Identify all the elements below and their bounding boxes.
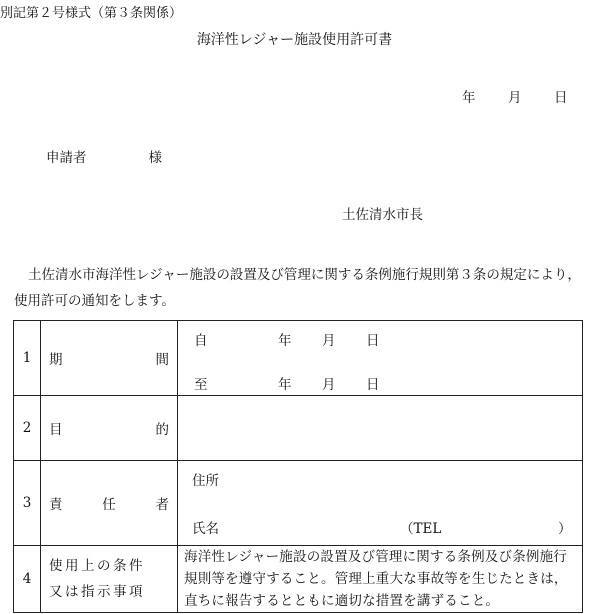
issuer: 土佐清水市長	[342, 207, 423, 223]
table-row-conditions	[14, 546, 583, 613]
conditions-value: 海洋性レジャー施設の設置及び管理に関する条例及び条例施行規則等を遵守すること。管理上重大な事故等を生じたときは，直ちに報告するとともに適切な措置を講ずること。	[178, 546, 583, 613]
permit-details-table	[13, 320, 583, 613]
date-month-label: 月	[508, 90, 522, 106]
from-year: 年	[278, 333, 292, 349]
responsible-value	[178, 461, 583, 546]
notice-body	[14, 262, 589, 314]
responsible-label-char: 者	[155, 497, 169, 513]
from-prefix: 自	[194, 333, 208, 349]
to-year: 年	[278, 377, 292, 393]
period-label-char: 間	[155, 352, 169, 368]
conditions-label-line2: 又は指示事項	[49, 584, 145, 600]
to-day: 日	[366, 377, 380, 393]
date-year-label: 年	[462, 90, 476, 106]
row-number: 4	[14, 546, 41, 613]
table-row-purpose	[14, 396, 583, 461]
purpose-label-char: 目	[49, 422, 63, 438]
row-number: 2	[14, 396, 41, 461]
applicant-line	[46, 146, 162, 166]
notice-body-text: 土佐清水市海洋性レジャー施設の設置及び管理に関する条例施行規則第３条の規定により，使用許可の通知をします。	[14, 267, 581, 309]
from-month: 月	[322, 333, 336, 349]
table-row-period	[14, 321, 583, 396]
issue-date	[462, 86, 568, 106]
period-to	[194, 373, 380, 393]
purpose-value	[178, 396, 583, 461]
table-row-responsible	[14, 461, 583, 546]
row-number: 1	[14, 321, 41, 396]
to-prefix: 至	[194, 377, 208, 393]
form-label: 別記第２号様式（第３条関係）	[0, 6, 183, 21]
tel-close: ）	[558, 521, 572, 537]
conditions-label	[41, 546, 178, 613]
period-value	[178, 321, 583, 396]
applicant-label: 申請者	[46, 150, 87, 166]
period-from	[194, 329, 380, 349]
purpose-label-char: 的	[155, 422, 169, 438]
to-month: 月	[322, 377, 336, 393]
period-label-char: 期	[49, 352, 63, 368]
tel-open: （TEL	[400, 521, 442, 537]
responsible-label-char: 任	[102, 497, 116, 513]
date-day-label: 日	[554, 90, 568, 106]
responsible-label	[41, 461, 178, 546]
applicant-honorific: 様	[148, 150, 162, 166]
period-label	[41, 321, 178, 396]
from-day: 日	[366, 333, 380, 349]
name-line	[192, 517, 572, 537]
row-number: 3	[14, 461, 41, 546]
name-label: 氏名	[192, 521, 219, 537]
conditions-label-line1: 使用上の条件	[49, 558, 145, 574]
document-title: 海洋性レジャー施設使用許可書	[196, 32, 393, 48]
address-label: 住所	[192, 473, 219, 489]
purpose-label	[41, 396, 178, 461]
responsible-label-char: 責	[49, 497, 63, 513]
